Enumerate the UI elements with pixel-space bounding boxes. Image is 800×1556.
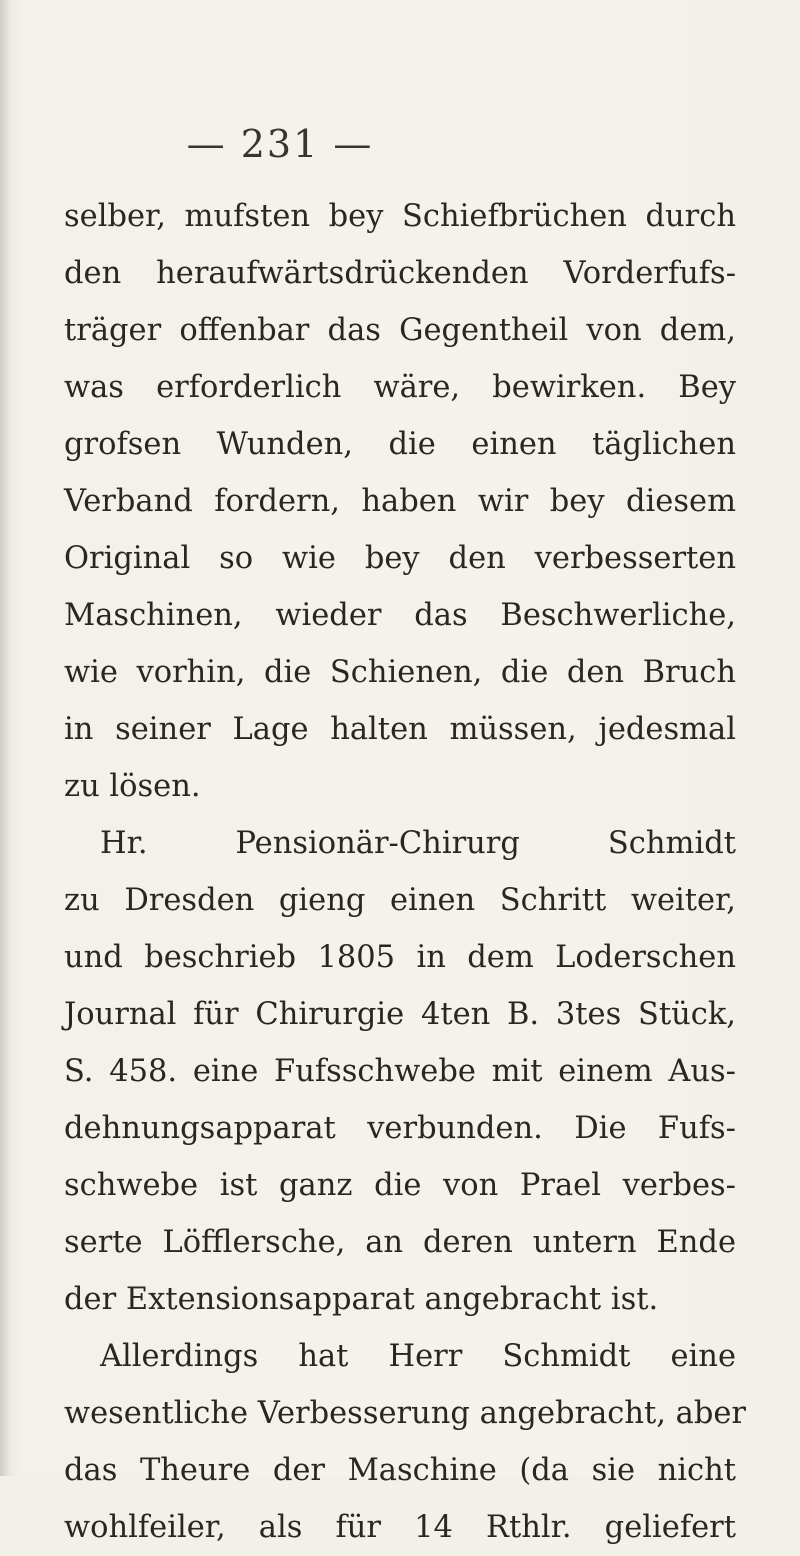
text-line: wohlfeiler, als für 14 Rthlr. geliefert — [64, 1510, 736, 1545]
text-line: grofsen Wunden, die einen täglichen — [64, 427, 736, 462]
text-line: zu lösen. — [64, 769, 201, 804]
text-line: schwebe ist ganz die von Prael verbes- — [64, 1168, 736, 1203]
text-line: Verband fordern, haben wir bey diesem — [64, 484, 736, 519]
text-line: dehnungsapparat verbunden. Die Fufs- — [64, 1111, 736, 1146]
body-text — [64, 188, 747, 1556]
text-line: S. 458. eine Fufsschwebe mit einem Aus- — [64, 1054, 736, 1089]
text-line: Journal für Chirurgie 4ten B. 3tes Stück, — [64, 997, 736, 1032]
text-line: der Extensionsapparat angebracht ist. — [64, 1282, 659, 1317]
page-binding-edge — [0, 0, 10, 1476]
text-line: und beschrieb 1805 in dem Loderschen — [64, 940, 736, 975]
text-line: zu Dresden gieng einen Schritt weiter, — [64, 883, 736, 918]
page-number: — 231 — — [186, 122, 374, 166]
text-line: selber, mufsten bey Schiefbrüchen durch — [64, 199, 736, 234]
text-line: wesentliche Verbesserung angebracht, aber — [64, 1396, 747, 1431]
text-line: träger offenbar das Gegentheil von dem, — [64, 313, 736, 348]
text-line: wie vorhin, die Schienen, die den Bruch — [64, 655, 736, 690]
text-line: Maschinen, wieder das Beschwerliche, — [64, 598, 736, 633]
text-line: Allerdings hat Herr Schmidt eine — [100, 1339, 736, 1374]
text-line: Hr. Pensionär-Chirurg Schmidt — [100, 826, 736, 861]
text-line: in seiner Lage halten müssen, jedesmal — [64, 712, 736, 747]
text-line: den heraufwärtsdrückenden Vorderfufs- — [64, 256, 736, 291]
text-line: was erforderlich wäre, bewirken. Bey — [64, 370, 736, 405]
text-line: Original so wie bey den verbesserten — [64, 541, 736, 576]
text-line: das Theure der Maschine (da sie nicht — [64, 1453, 736, 1488]
text-line: serte Löfflersche, an deren untern Ende — [64, 1225, 736, 1260]
